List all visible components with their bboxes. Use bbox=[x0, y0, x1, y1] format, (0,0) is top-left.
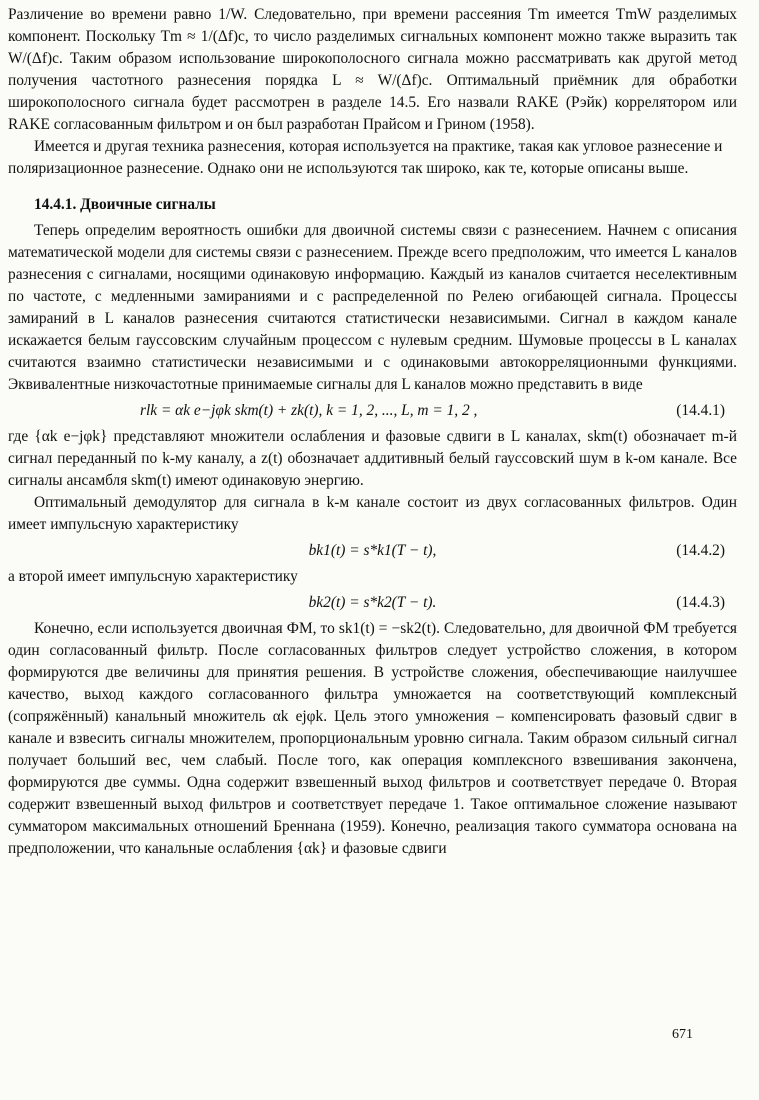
equation-14-4-1 bbox=[8, 396, 737, 426]
paragraph-6: а второй имеет импульсную характеристику bbox=[8, 568, 298, 585]
equation-14-4-3 bbox=[8, 588, 737, 618]
equation-14-4-2 bbox=[8, 536, 737, 566]
paragraph-4: где {αk e−jφk} представляют множители ослабления и фазовые сдвиги в L каналах, skm(t) обозначает m-й сигнал переданный по k-му каналу, а z(t) обозначает аддитивный белый гауссовский шум в k-ом канале. Все сигналы ансамбля skm(t) имеют одинаковую энергию. bbox=[8, 428, 737, 489]
equation-number: (14.4.3) bbox=[676, 594, 725, 611]
equation-number: (14.4.1) bbox=[676, 402, 725, 419]
paragraph-1: Различение во времени равно 1/W. Следовательно, при времени рассеяния Tm имеется TmW разделимых компонент. Поскольку Tm ≈ 1/(Δf)c, то число разделимых сигнальных компонент можно также выразить так W/(Δf)c. Таким образом использование широкополосного сигнала можно рассматривать как другой метод получения частотного разнесения порядка L ≈ W/(Δf)c. Оптимальный приёмник для обработки широкополосного сигнала будет рассмотрен в разделе 14.5. Его назвали RAKE (Рэйк) коррелятором или RAKE согласованным фильтром и он был разработан Прайсом и Грином (1958). bbox=[8, 6, 737, 133]
page-number: 671 bbox=[672, 1027, 693, 1042]
paragraph-7: Конечно, если используется двоичная ФМ, то sk1(t) = −sk2(t). Следовательно, для двоичной ФМ требуется один согласованный фильтр. После согласованных фильтров следует устройство сложения, в котором формируются две величины для принятия решения. В устройстве сложения, обеспечивающие наилучшее качество, выход каждого согласованного фильтра умножается на соответствующий комплексный (сопряжённый) канальный множитель αk ejφk. Цель этого умножения – компенсировать фазовый сдвиг в канале и взвесить сигналы множителем, пропорциональным уровню сигнала. Таким образом сильный сигнал получает больший вес, чем слабый. После того, как операция комплексного взвешивания закончена, формируются две суммы. Одна содержит взвешенный выход фильтров и соответствует передаче 0. Вторая содержит взвешенный выход фильтров и соответствует передаче 1. Такое оптимальное сложение называют сумматором максимальных отношений Бреннана (1959). Конечно, реализация такого сумматора основана на предположении, что канальные ослабления {αk} и фазовые сдвиги bbox=[8, 620, 737, 857]
equation-formula: rlk = αk e−jφk skm(t) + zk(t), k = 1, 2, ..., L, m = 1, 2 , bbox=[140, 402, 478, 419]
section-heading: 14.4.1. Двоичные сигналы bbox=[34, 196, 216, 213]
paragraph-2: Имеется и другая техника разнесения, которая используется на практике, такая как угловое разнесение и поляризационное разнесение. Однако они не используются так широко, как те, которые описаны выше. bbox=[8, 138, 723, 177]
equation-formula: bk2(t) = s*k2(T − t). bbox=[308, 594, 437, 611]
equation-number: (14.4.2) bbox=[676, 542, 725, 559]
paragraph-5: Оптимальный демодулятор для сигнала в k-м канале состоит из двух согласованных фильтров. Один имеет импульсную характеристику bbox=[8, 494, 737, 533]
paragraph-3: Теперь определим вероятность ошибки для двоичной системы связи с разнесением. Начнем с описания математической модели для системы связи с разнесением. Прежде всего предположим, что имеется L каналов разнесения с сигналами, носящими одинаковую информацию. Каждый из каналов считается неселективным по частоте, с медленными замираниями и с распределенной по Релею огибающей сигнала. Процессы замираний в L каналов разнесения считаются статистически независимыми. Сигнал в каждом канале искажается белым гауссовским случайным процессом с нулевым средним. Шумовые процессы в L каналах считаются взаимно статистически независимыми и с одинаковыми автокорреляционными функциями. Эквивалентные низкочастотные принимаемые сигналы для L каналов можно представить в виде bbox=[8, 222, 737, 393]
equation-formula: bk1(t) = s*k1(T − t), bbox=[308, 542, 437, 559]
